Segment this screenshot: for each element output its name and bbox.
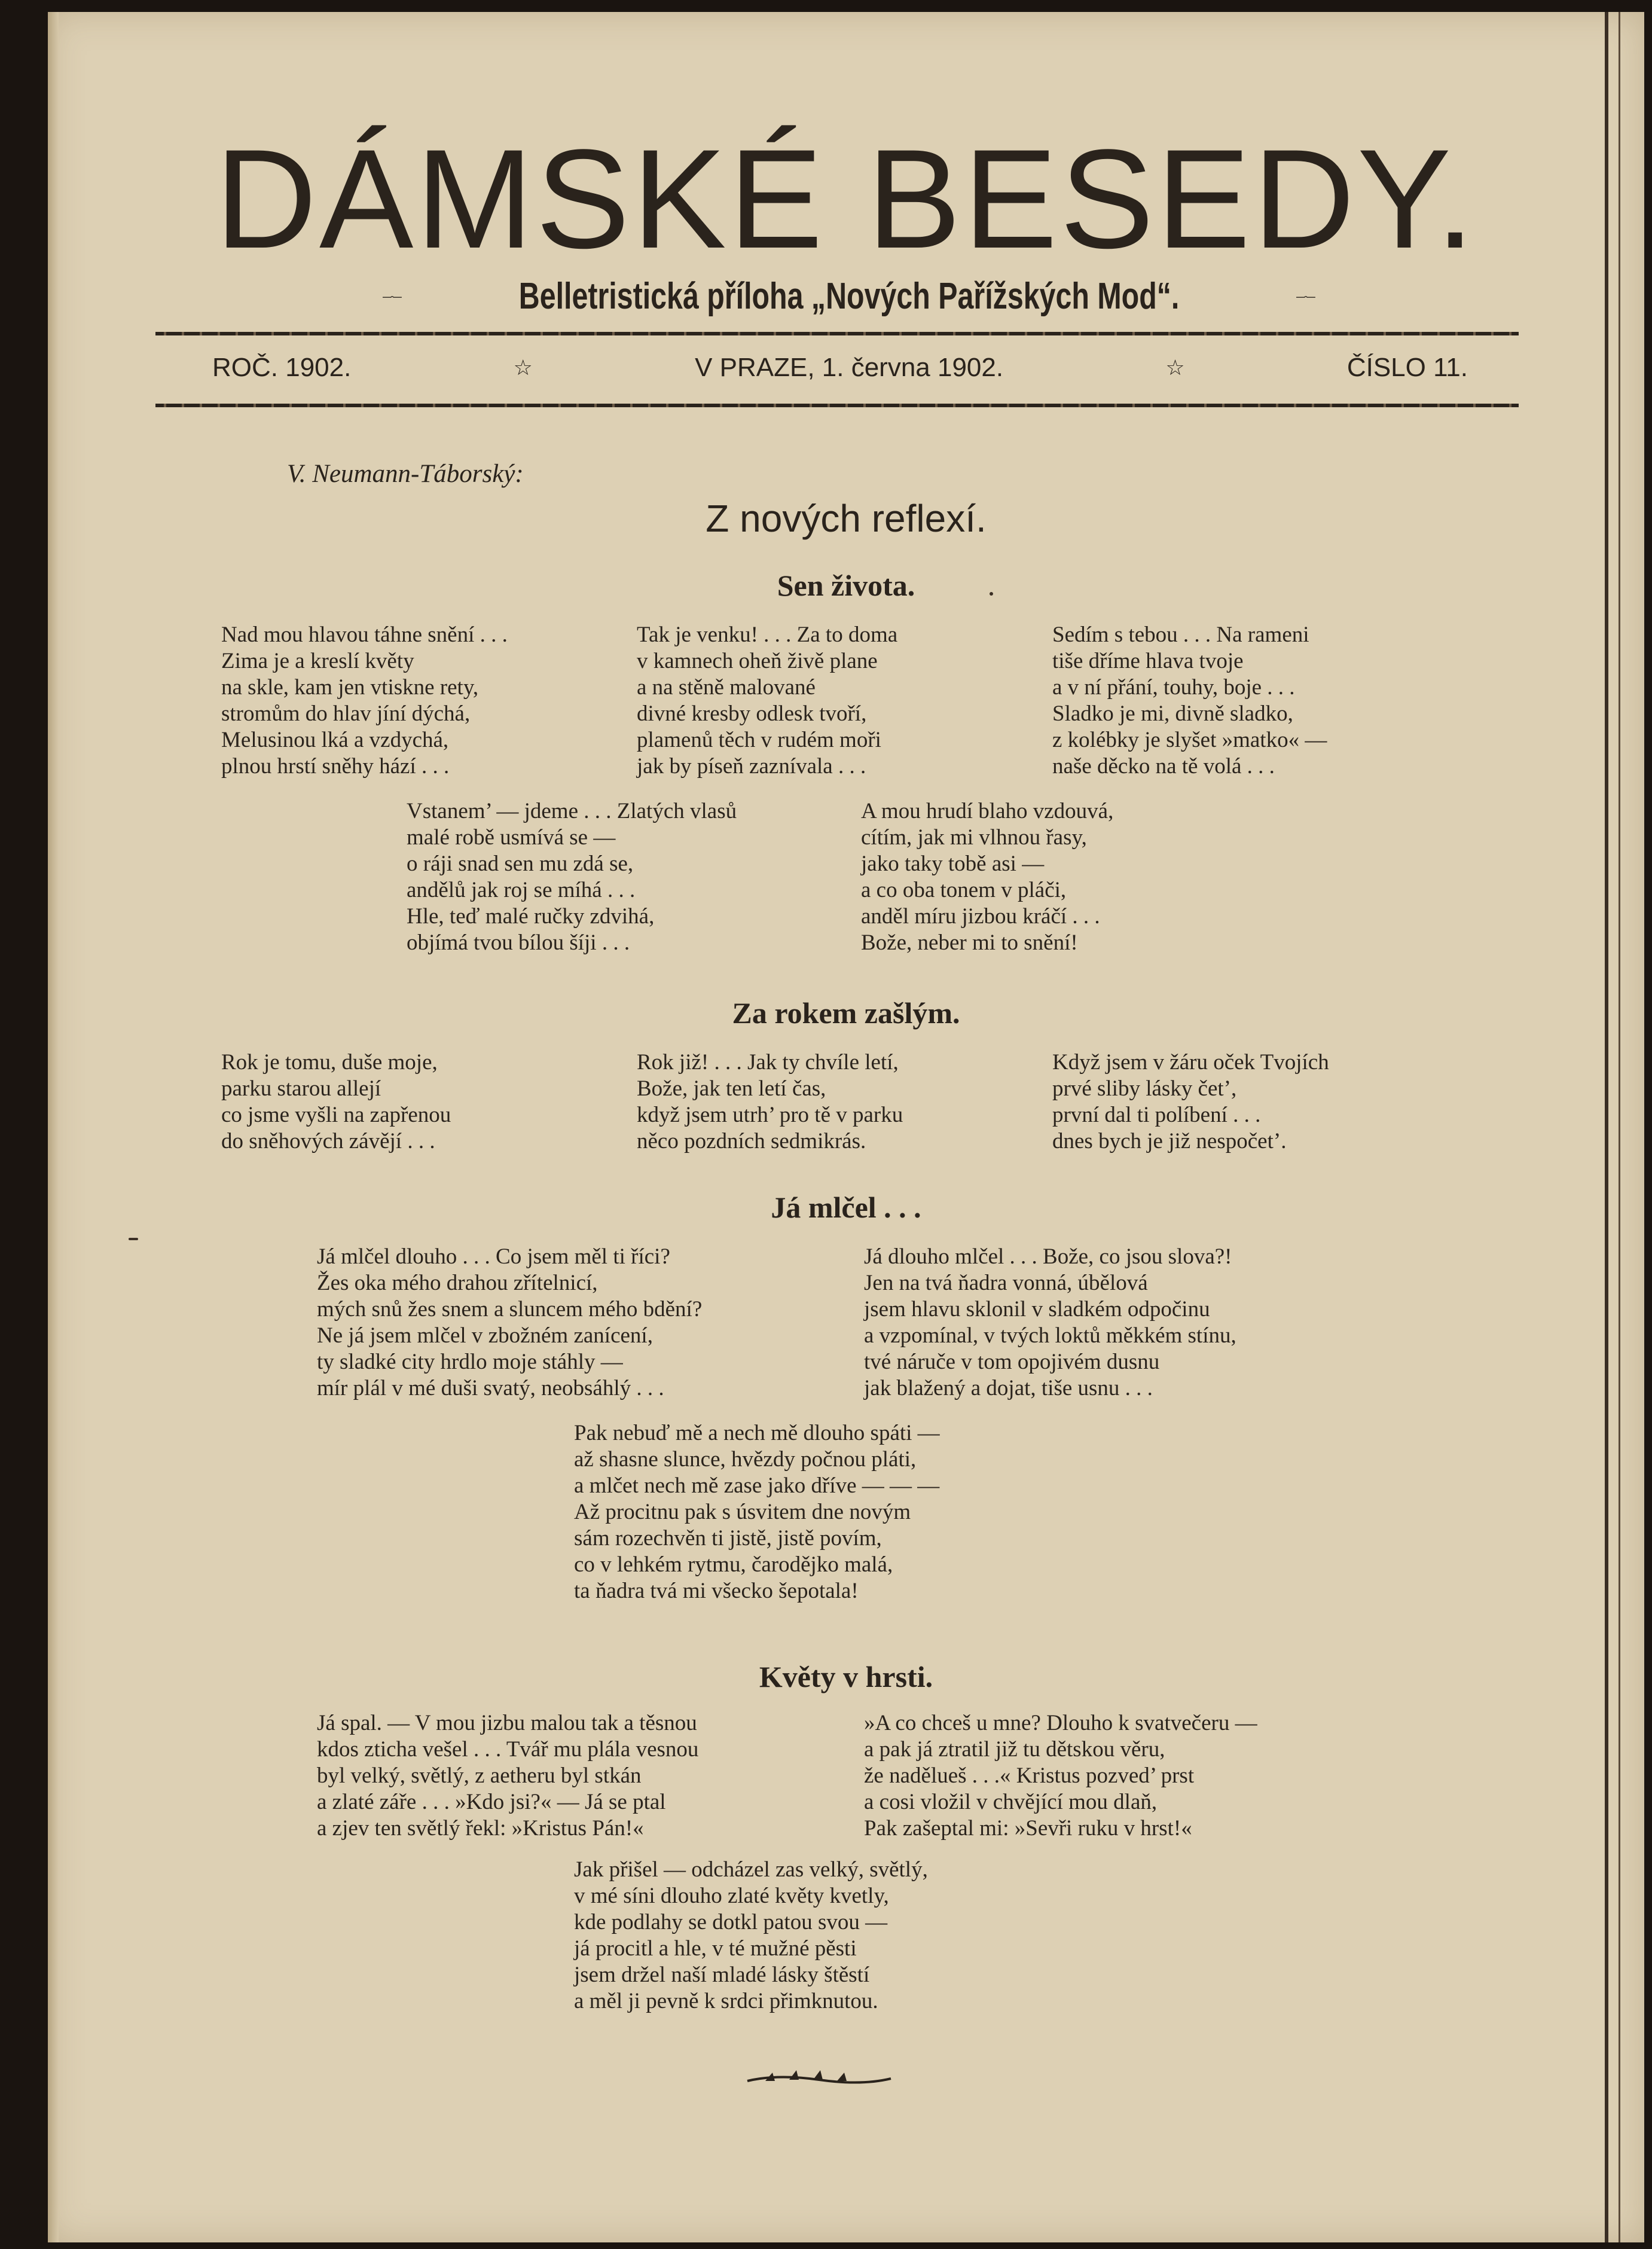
poem-line: v mé síni dlouho zlaté květy kvetly, [574, 1884, 889, 1908]
poem-line: o ráji snad sen mu zdá se, [407, 852, 634, 876]
poem-line: v kamnech oheň živě plane [637, 649, 878, 673]
author-byline: V. Neumann-Táborský: [287, 460, 524, 488]
poem-line: Sladko je mi, divně sladko, [1052, 701, 1293, 726]
poem-stanza [861, 798, 1113, 956]
poem-stanza [407, 798, 737, 956]
poem-line: první dal ti políbení . . . [1052, 1103, 1261, 1127]
poem-line: že nadělueš . . .« Kristus pozved’ prst [864, 1763, 1195, 1788]
page-edge-shadow [48, 12, 59, 2242]
poem-line: malé robě usmívá se — [407, 825, 616, 850]
poem-line: dnes bych je již nespočet’. [1052, 1129, 1287, 1154]
poem-stanza [637, 1049, 903, 1155]
poem-line: plamenů těch v rudém moři [637, 728, 881, 752]
poem-line: parku starou allejí [221, 1076, 381, 1101]
poem-line: sám rozechvěn ti jistě, jistě povím, [574, 1526, 882, 1551]
poem-line: a vzpomínal, v tvých loktů měkkém stínu, [864, 1323, 1236, 1348]
poem-line: jako taky tobě asi — [861, 852, 1045, 876]
poem-line: Já dlouho mlčel . . . Bože, co jsou slova?! [864, 1244, 1232, 1269]
right-flourish-icon [1296, 291, 1315, 302]
poem-line: jsem hlavu sklonil v sladkém odpočinu [864, 1297, 1210, 1322]
poem-line: z kolébky je slyšet »matko« — [1052, 728, 1327, 752]
poem-line: »A co chceš u mne? Dlouho k svatvečeru — [864, 1711, 1257, 1735]
paper-speck [129, 1238, 138, 1240]
section-title: Já mlčel . . . [771, 1191, 921, 1224]
poem-line: A mou hrudí blaho vzdouvá, [861, 799, 1114, 823]
poem-line: a pak já ztratil již tu dětskou věru, [864, 1737, 1165, 1762]
masthead-subtitle-row [383, 275, 1315, 318]
poem-line: divné kresby odlesk tvoří, [637, 701, 867, 726]
poem-line: kdos zticha vešel . . . Tvář mu plála vesnou [317, 1737, 699, 1762]
binding-rule-thin [1619, 12, 1620, 2242]
paper-speck [990, 592, 993, 596]
volume-label: ROČ. 1902. [212, 353, 352, 382]
poem-stanza [574, 1420, 940, 1604]
poem-stanza [1052, 1049, 1329, 1155]
poem-line: Rok je tomu, duše moje, [221, 1050, 438, 1075]
star-icon: ☆ [513, 355, 533, 380]
place-date: V PRAZE, 1. června 1902. [695, 353, 1004, 382]
poem-stanza [1052, 622, 1327, 780]
poem-stanza [221, 622, 508, 780]
poem-line: jak blažený a dojat, tiše usnu . . . [864, 1376, 1153, 1400]
poem-line: když jsem utrh’ pro tě v parku [637, 1103, 903, 1127]
poem-line: a měl ji pevně k srdci přimknutou. [574, 1989, 878, 2013]
poem-line: Jak přišel — odcházel zas velký, světlý, [574, 1857, 928, 1882]
poem-line: Melusinou lká a vzdychá, [221, 728, 449, 752]
poem-line: až shasne slunce, hvězdy počnou pláti, [574, 1447, 917, 1472]
poem-line: kde podlahy se dotkl patou svou — [574, 1910, 888, 1934]
poem-line: Já mlčel dlouho . . . Co jsem měl ti říci? [317, 1244, 670, 1269]
poem-line: ta ňadra tvá mi všecko šepotala! [574, 1579, 859, 1603]
poem-line: Až procitnu pak s úsvitem dne novým [574, 1500, 911, 1524]
poem-line: tvé náruče v tom opojivém dusnu [864, 1350, 1160, 1374]
dateline [212, 353, 1468, 383]
poem-stanza [864, 1244, 1236, 1402]
poem-stanza [637, 622, 897, 780]
poem-line: Nad mou hlavou táhne snění . . . [221, 622, 508, 647]
poem-line: Vstanem’ — jdeme . . . Zlatých vlasů [407, 799, 737, 823]
poem-line: já procitl a hle, v té mužné pěsti [574, 1936, 857, 1961]
poem-stanza [221, 1049, 451, 1155]
poem-line: tiše dříme hlava tvoje [1052, 649, 1244, 673]
dateline-bottom-rule [155, 404, 1519, 407]
poem-line: naše děcko na tě volá . . . [1052, 754, 1275, 779]
poem-line: Já spal. — V mou jizbu malou tak a těsnou [317, 1711, 697, 1735]
closing-ornament-icon [741, 2063, 897, 2093]
section-title: Za rokem zašlým. [732, 996, 960, 1030]
poem-line: co jsme vyšli na zapřenou [221, 1103, 451, 1127]
poem-line: objímá tvou bílou šíji . . . [407, 930, 630, 955]
poem-line: a mlčet nech mě zase jako dříve — — — [574, 1473, 940, 1498]
newspaper-page [48, 12, 1644, 2242]
poem-line: Tak je venku! . . . Za to doma [637, 622, 898, 647]
poem-line: na skle, kam jen vtiskne rety, [221, 675, 479, 700]
section-title: Květy v hrsti. [759, 1660, 933, 1693]
poem-line: Rok již! . . . Jak ty chvíle letí, [637, 1050, 899, 1075]
poem-line: jsem držel naší mladé lásky štěstí [574, 1963, 870, 1987]
poem-line: byl velký, světlý, z aetheru byl stkán [317, 1763, 642, 1788]
poem-line: andělů jak roj se míhá . . . [407, 878, 636, 902]
poem-line: mých snů žes snem a sluncem mého bdění? [317, 1297, 703, 1322]
poem-line: anděl míru jizbou kráčí . . . [861, 904, 1100, 929]
poem-stanza [864, 1710, 1257, 1842]
poem-line: plnou hrstí sněhy hází . . . [221, 754, 450, 779]
poem-line: Žes oka mého drahou zřítelnicí, [317, 1271, 598, 1295]
poem-line: Bože, neber mi to snění! [861, 930, 1078, 955]
left-flourish-icon [383, 291, 402, 302]
dateline-top-rule [155, 332, 1519, 335]
poem-line: jak by píseň zaznívala . . . [637, 754, 866, 779]
poem-line: ty sladké city hrdlo moje stáhly — [317, 1350, 623, 1374]
poem-line: Pak nebuď mě a nech mě dlouho spáti — [574, 1421, 940, 1445]
masthead-title: DÁMSKÉ BESEDY. [215, 120, 1477, 278]
star-icon: ☆ [1165, 355, 1185, 380]
poem-line: a na stěně malované [637, 675, 816, 700]
masthead-subtitle: Belletristická příloha „Nových Pařížských Mod“. [518, 276, 1180, 317]
poem-line: Pak zašeptal mi: »Sevři ruku v hrst!« [864, 1816, 1192, 1841]
poem-line: Zima je a kreslí květy [221, 649, 414, 673]
poem-line: Sedím s tebou . . . Na rameni [1052, 622, 1309, 647]
poem-line: co v lehkém rytmu, čarodějko malá, [574, 1552, 893, 1577]
poem-line: něco pozdních sedmikrás. [637, 1129, 866, 1154]
poem-line: Jen na tvá ňadra vonná, úbělová [864, 1271, 1148, 1295]
poem-line: a zlaté záře . . . »Kdo jsi?« — Já se ptal [317, 1790, 666, 1814]
poem-line: Ne já jsem mlčel v zbožném zanícení, [317, 1323, 653, 1348]
poem-line: Když jsem v žáru oček Tvojích [1052, 1050, 1329, 1075]
poem-line: prvé sliby lásky čet’, [1052, 1076, 1237, 1101]
article-title: Z nových reflexí. [706, 497, 987, 540]
section-title: Sen života. [777, 569, 915, 602]
poem-line: Hle, teď malé ručky zdvihá, [407, 904, 655, 929]
poem-line: Bože, jak ten letí čas, [637, 1076, 826, 1101]
binding-rule [1605, 12, 1608, 2242]
poem-line: a cosi vložil v chvějící mou dlaň, [864, 1790, 1158, 1814]
poem-line: a v ní přání, touhy, boje . . . [1052, 675, 1295, 700]
poem-stanza [574, 1857, 928, 2015]
poem-line: mír plál v mé duši svatý, neobsáhlý . . . [317, 1376, 664, 1400]
poem-line: do sněhových závějí . . . [221, 1129, 435, 1154]
poem-line: a zjev ten světlý řekl: »Kristus Pán!« [317, 1816, 644, 1841]
issue-number: ČÍSLO 11. [1346, 353, 1468, 382]
poem-line: a co oba tonem v pláči, [861, 878, 1067, 902]
poem-line: stromům do hlav jíní dýchá, [221, 701, 471, 726]
poem-line: cítím, jak mi vlhnou řasy, [861, 825, 1087, 850]
poem-stanza [317, 1710, 698, 1842]
poem-stanza [317, 1244, 702, 1402]
